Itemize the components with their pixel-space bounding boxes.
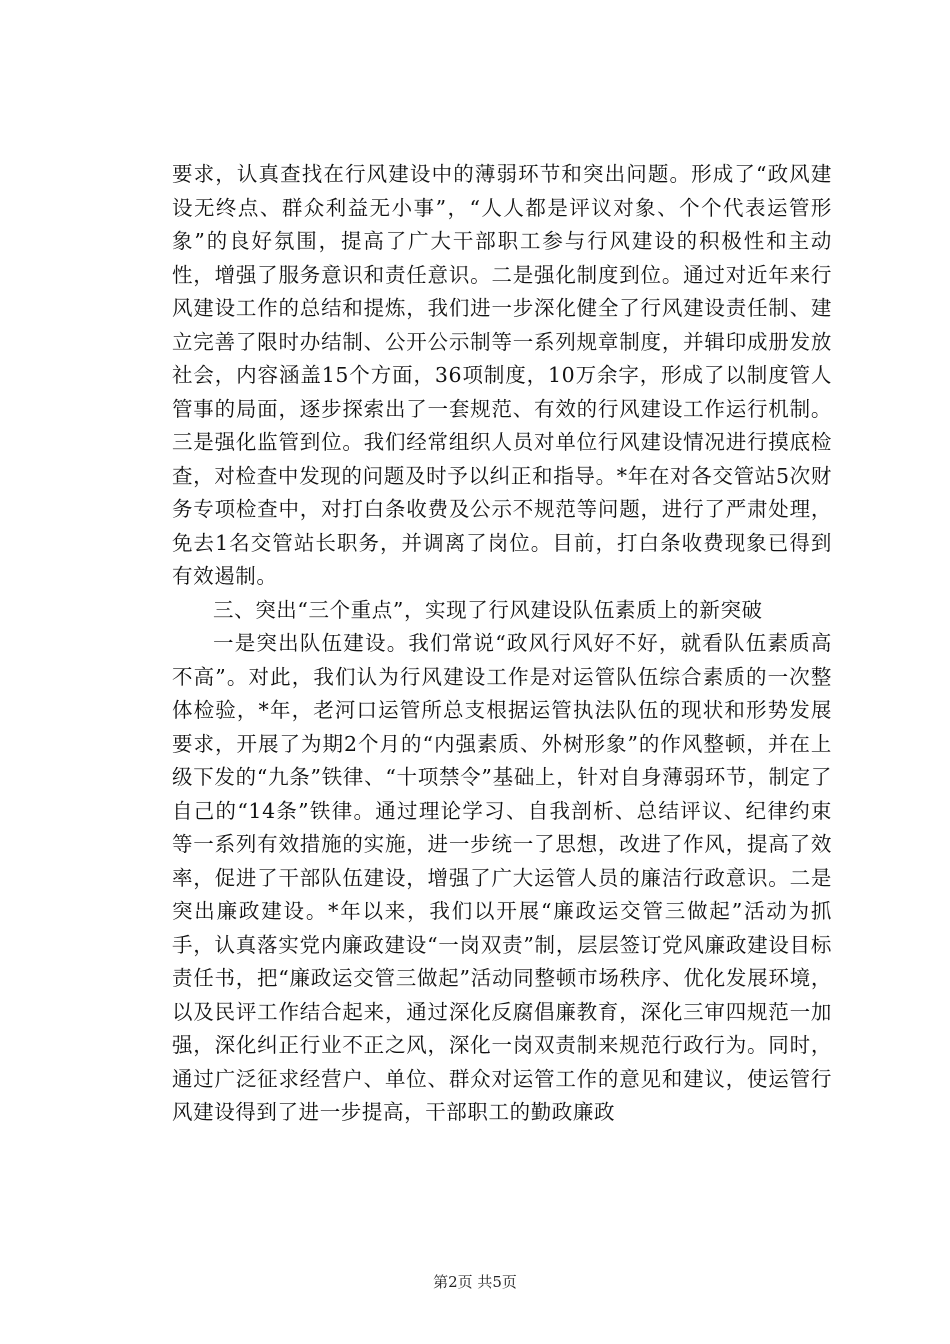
section-heading-three: 三、突出“三个重点”，实现了行风建设队伍素质上的新突破 xyxy=(213,597,763,622)
document-body xyxy=(172,158,832,1130)
paragraph-team-building: 一是突出队伍建设。我们常说“政风行风好不好，就看队伍素质高不高”。对此，我们认为行风建设工作是对运管队伍综合素质的一次整体检验，*年，老河口运管所总支根据运管执法队伍的现状和形势发展要求，开展了为期2个月的“内强素质、外树形象”的作风整顿，并在上级下发的“九条”铁律、“十项禁令”基础上，针对自身薄弱环节，制定了自己的“14条”铁律。通过理论学习、自我剖析、总结评议、纪律约束等一系列有效措施的实施，进一步统一了思想，改进了作风，提高了效率，促进了干部队伍建设，增强了广大运管人员的廉洁行政意识。二是突出廉政建设。*年以来，我们以开展“廉政运交管三做起”活动为抓手，认真落实党内廉政建设“一岗双责”制，层层签订党风廉政建设目标责任书，把“廉政运交管三做起”活动同整顿市场秩序、优化发展环境，以及民评工作结合起来，通过深化反腐倡廉教育，深化三审四规范一加强，深化纠正行业不正之风，深化一岗双责制来规范行政行为。同时，通过广泛征求经营户、单位、群众对运管工作的意见和建议，使运管行风建设得到了进一步提高，干部职工的勤政廉政 xyxy=(172,631,832,1124)
page-number-footer: 第2页 共5页 xyxy=(433,1273,517,1291)
paragraph-continuation: 要求，认真查找在行风建设中的薄弱环节和突出问题。形成了“政风建设无终点、群众利益无小事”，“人人都是评议对象、个个代表运管形象”的良好氛围，提高了广大干部职工参与行风建设的积极性和主动性，增强了服务意识和责任意识。二是强化制度到位。通过对近年来行风建设工作的总结和提炼，我们进一步深化健全了行风建设责任制、建立完善了限时办结制、公开公示制等一系列规章制度，并辑印成册发放社会，内容涵盖15个方面，36项制度，10万余字，形成了以制度管人管事的局面，逐步探索出了一套规范、有效的行风建设工作运行机制。三是强化监管到位。我们经常组织人员对单位行风建设情况进行摸底检查，对检查中发现的问题及时予以纠正和指导。*年在对各交管站5次财务专项检查中，对打白条收费及公示不规范等问题，进行了严肃处理，免去1名交管站长职务，并调离了岗位。目前，打白条收费现象已得到有效遏制。 xyxy=(172,162,832,588)
